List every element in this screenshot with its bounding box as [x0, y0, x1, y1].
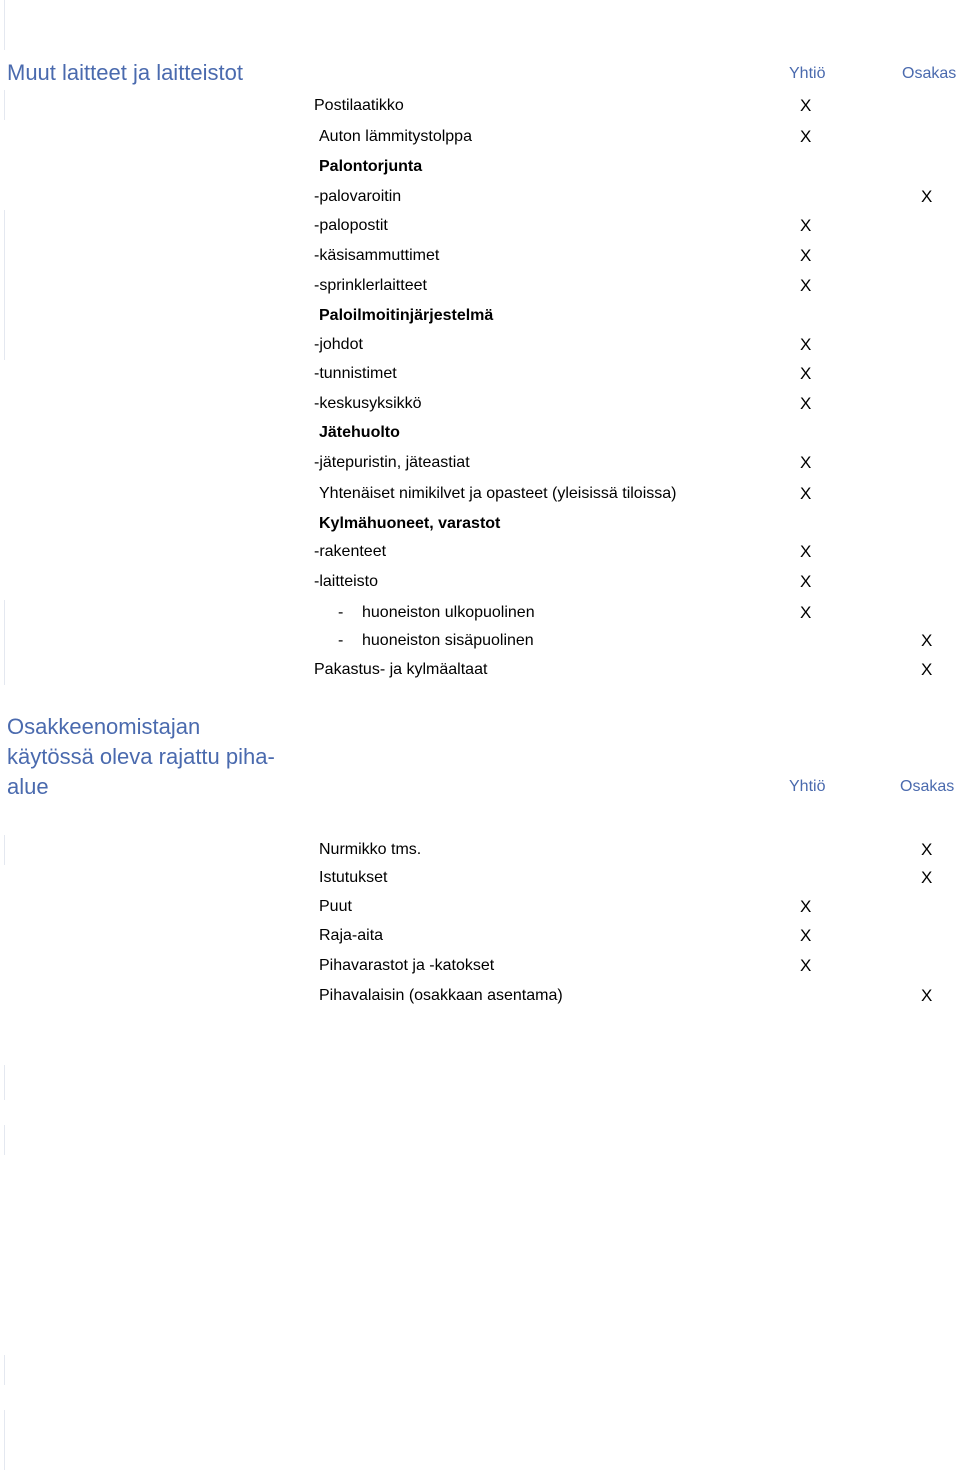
item-label: -laitteisto — [314, 573, 379, 590]
item-label: -tunnistimet — [314, 365, 397, 382]
item-label: Istutukset — [319, 869, 388, 886]
table-row — [0, 924, 960, 948]
edge-mark — [4, 1410, 5, 1470]
item-label: -rakenteet — [314, 543, 387, 560]
osakas-mark: X — [921, 868, 933, 887]
edge-mark — [4, 1355, 5, 1385]
item-dash: - — [338, 604, 344, 621]
item-label: Puut — [319, 898, 352, 915]
yhtio-mark: X — [800, 926, 812, 945]
column-header-yhtio: Yhtiö — [789, 65, 826, 82]
item-label: -sprinklerlaitteet — [314, 277, 427, 294]
table-row — [0, 214, 960, 238]
item-label: Pihavarastot ja -katokset — [319, 957, 495, 974]
table-row — [0, 629, 960, 653]
yhtio-mark: X — [800, 572, 812, 591]
yhtio-mark: X — [800, 246, 812, 265]
table-row — [0, 512, 960, 536]
table-row — [0, 333, 960, 357]
osakas-mark: X — [921, 840, 933, 859]
section-title-line: käytössä oleva rajattu piha- — [7, 744, 275, 769]
column-header-osakas: Osakas — [900, 778, 955, 795]
yhtio-mark: X — [800, 897, 812, 916]
table-row — [0, 362, 960, 386]
item-label: Yhtenäiset nimikilvet ja opasteet (yleisissä tiloissa) — [319, 485, 677, 502]
yhtio-mark: X — [800, 394, 812, 413]
yhtio-mark: X — [800, 335, 812, 354]
item-label: -palopostit — [314, 217, 388, 234]
table-row — [0, 838, 960, 862]
table-row — [0, 274, 960, 298]
table-row — [0, 895, 960, 919]
table-row — [0, 570, 960, 594]
edge-mark — [4, 0, 5, 50]
item-text: huoneiston sisäpuolinen — [362, 632, 534, 649]
yhtio-mark: X — [800, 127, 812, 146]
table-row — [0, 866, 960, 890]
item-label: -jätepuristin, jäteastiat — [314, 454, 470, 471]
edge-mark — [4, 1125, 5, 1155]
item-label: -johdot — [314, 336, 363, 353]
yhtio-mark: X — [800, 96, 812, 115]
table-row — [0, 94, 960, 118]
column-header-yhtio: Yhtiö — [789, 778, 826, 795]
yhtio-mark: X — [800, 542, 812, 561]
item-label: -palovaroitin — [314, 188, 402, 205]
item-label: Nurmikko tms. — [319, 841, 422, 858]
section-title — [7, 712, 275, 802]
table-row — [0, 185, 960, 209]
item-label: -keskusyksikkö — [314, 395, 422, 412]
section-title: Muut laitteet ja laitteistot — [7, 60, 244, 85]
group-heading: Paloilmoitinjärjestelmä — [319, 307, 494, 324]
column-header-osakas: Osakas — [902, 65, 957, 82]
group-heading: Jätehuolto — [319, 424, 400, 441]
table-row — [0, 482, 960, 506]
section-title-line: Osakkeenomistajan — [7, 714, 201, 739]
item-label: Pakastus- ja kylmäaltaat — [314, 661, 488, 678]
yhtio-mark: X — [800, 603, 812, 622]
osakas-mark: X — [921, 660, 933, 679]
yhtio-mark: X — [800, 276, 812, 295]
yhtio-mark: X — [800, 453, 812, 472]
osakas-mark: X — [921, 986, 933, 1005]
yhtio-mark: X — [800, 956, 812, 975]
item-label: Postilaatikko — [314, 97, 404, 114]
table-row — [0, 125, 960, 149]
table-row — [0, 304, 960, 328]
item-label: -käsisammuttimet — [314, 247, 440, 264]
section-title-line: alue — [7, 774, 49, 799]
item-label — [338, 601, 535, 625]
table-row — [0, 954, 960, 978]
edge-mark — [4, 1065, 5, 1100]
table-row — [0, 421, 960, 445]
yhtio-mark: X — [800, 216, 812, 235]
table-row — [0, 155, 960, 179]
yhtio-mark: X — [800, 364, 812, 383]
table-row — [0, 540, 960, 564]
item-text: huoneiston ulkopuolinen — [362, 604, 535, 621]
yhtio-mark: X — [800, 484, 812, 503]
table-row — [0, 451, 960, 475]
group-heading: Palontorjunta — [319, 158, 423, 175]
table-row — [0, 244, 960, 268]
item-label: Auton lämmitystolppa — [319, 128, 472, 145]
table-row — [0, 392, 960, 416]
table-row — [0, 658, 960, 682]
item-label: Pihavalaisin (osakkaan asentama) — [319, 987, 563, 1004]
item-label: Raja-aita — [319, 927, 384, 944]
table-row — [0, 601, 960, 625]
osakas-mark: X — [921, 631, 933, 650]
osakas-mark: X — [921, 187, 933, 206]
item-label — [338, 629, 534, 653]
item-dash: - — [338, 632, 344, 649]
group-heading: Kylmähuoneet, varastot — [319, 515, 501, 532]
table-row — [0, 984, 960, 1008]
